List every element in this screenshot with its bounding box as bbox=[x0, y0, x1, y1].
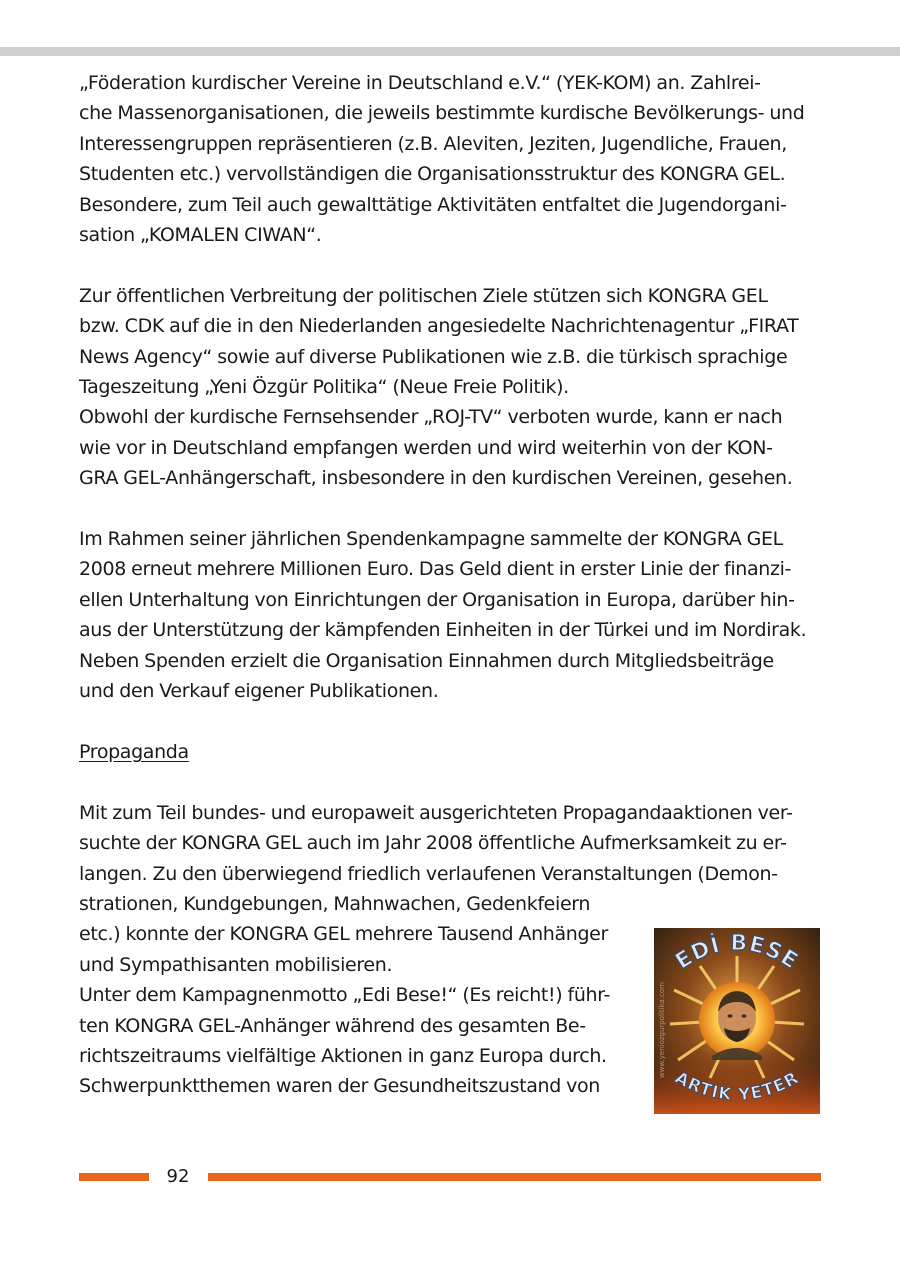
text-line: etc.) konnte der KONGRA GEL mehrere Tausend Anhänger bbox=[79, 923, 608, 946]
text-line: che Massenorganisationen, die jeweils bestimmte kurdische Bevölkerungs- und bbox=[79, 102, 805, 125]
text-line: Besondere, zum Teil auch gewalttätige Aktivitäten entfaltet die Jugendorgani- bbox=[79, 193, 787, 216]
text-line: 2008 erneut mehrere Millionen Euro. Das Geld dient in erster Linie der finanzi- bbox=[79, 558, 792, 581]
text-line: News Agency“ sowie auf diverse Publikationen wie z.B. die türkisch sprachige bbox=[79, 345, 788, 368]
section-heading-text: Propaganda bbox=[79, 740, 189, 763]
page-number: 92 bbox=[166, 1166, 190, 1187]
text-line: und den Verkauf eigener Publikationen. bbox=[79, 680, 439, 703]
poster-bottom-text: ARTIK YETER bbox=[671, 1067, 803, 1106]
text-line: GRA GEL-Anhängerschaft, insbesondere in den kurdischen Vereinen, gesehen. bbox=[79, 467, 793, 490]
text-line: richtszeitraums vielfältige Aktionen in ganz Europa durch. bbox=[79, 1044, 607, 1067]
text-line: Studenten etc.) vervollständigen die Organisationsstruktur des KONGRA GEL. bbox=[79, 163, 786, 186]
text-line: Mit zum Teil bundes- und europaweit ausgerichteten Propagandaaktionen ver- bbox=[79, 801, 793, 824]
text-line: Obwohl der kurdische Fernsehsender „ROJ-TV“ verboten wurde, kann er nach bbox=[79, 406, 783, 429]
text-line: langen. Zu den überwiegend friedlich verlaufenen Veranstaltungen (Demon- bbox=[79, 862, 778, 885]
text-line: Unter dem Kampagnenmotto „Edi Bese!“ (Es reicht!) führ- bbox=[79, 984, 610, 1007]
text-line: ten KONGRA GEL-Anhänger während des gesamten Be- bbox=[79, 1014, 586, 1037]
paragraph-gap bbox=[79, 767, 824, 797]
text-line: Neben Spenden erzielt die Organisation Einnahmen durch Mitgliedsbeiträge bbox=[79, 649, 774, 672]
text-line: Schwerpunktthemen waren der Gesundheitszustand von bbox=[79, 1075, 600, 1098]
poster-side-text: www.yeniozgurpolitika.com bbox=[658, 981, 666, 1078]
paragraph-funding bbox=[79, 524, 824, 706]
footer-rule-left bbox=[79, 1173, 149, 1181]
text-line: strationen, Kundgebungen, Mahnwachen, Gedenkfeiern bbox=[79, 892, 591, 915]
text-line: ellen Unterhaltung von Einrichtungen der Organisation in Europa, darüber hin- bbox=[79, 588, 795, 611]
paragraph-yek-kom bbox=[79, 68, 824, 250]
text-line: Interessengruppen repräsentieren (z.B. Aleviten, Jeziten, Jugendliche, Frauen, bbox=[79, 132, 787, 155]
paragraph-gap bbox=[79, 250, 824, 280]
top-divider bbox=[0, 47, 900, 56]
paragraph-gap bbox=[79, 707, 824, 737]
text-line: suchte der KONGRA GEL auch im Jahr 2008 öffentliche Aufmerksamkeit zu er- bbox=[79, 832, 787, 855]
text-line: Tageszeitung „Yeni Özgür Politika“ (Neue Freie Politik). bbox=[79, 376, 569, 399]
text-line: und Sympathisanten mobilisieren. bbox=[79, 953, 393, 976]
text-line: „Föderation kurdischer Vereine in Deutschland e.V.“ (YEK-KOM) an. Zahlrei- bbox=[79, 72, 761, 94]
text-line: bzw. CDK auf die in den Niederlanden angesiedelte Nachrichtenagentur „FIRAT bbox=[79, 315, 799, 338]
poster-top-text: EDİ BESE bbox=[671, 930, 803, 975]
text-line: Im Rahmen seiner jährlichen Spendenkampagne sammelte der KONGRA GEL bbox=[79, 528, 783, 551]
text-line: sation „KOMALEN CIWAN“. bbox=[79, 224, 322, 247]
paragraph-gap bbox=[79, 494, 824, 524]
text-line: wie vor in Deutschland empfangen werden und wird weiterhin von der KON- bbox=[79, 436, 773, 459]
paragraph-media bbox=[79, 281, 824, 494]
footer-rule-right bbox=[208, 1173, 821, 1181]
text-line: aus der Unterstützung der kämpfenden Einheiten in der Türkei und im Nordirak. bbox=[79, 619, 807, 642]
text-line: Zur öffentlichen Verbreitung der politischen Ziele stützen sich KONGRA GEL bbox=[79, 284, 768, 307]
section-heading-propaganda bbox=[79, 737, 824, 767]
campaign-poster-image bbox=[654, 928, 820, 1114]
